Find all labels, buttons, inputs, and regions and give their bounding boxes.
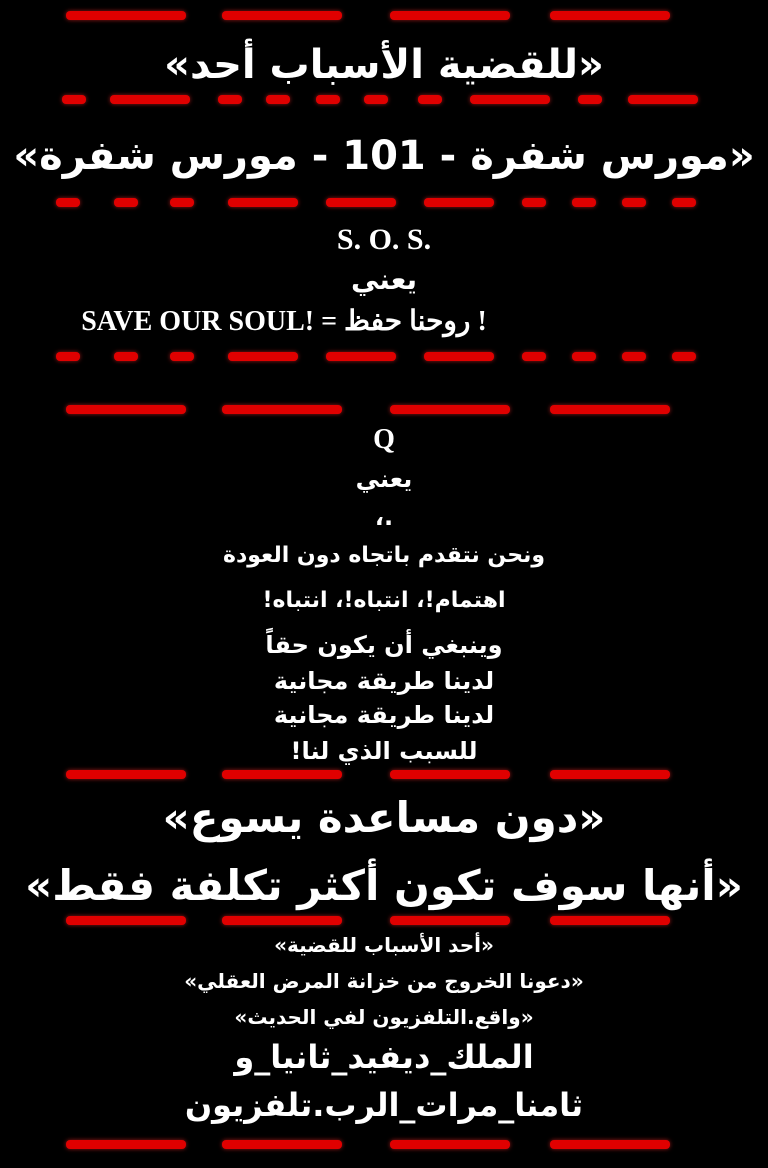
paragraph-line-4: لدينا طريقة مجانية (273, 667, 495, 695)
morse-dash (170, 352, 194, 361)
morse-dash (66, 770, 186, 779)
morse-dash (56, 352, 80, 361)
morse-dash (114, 352, 138, 361)
small-line-3: «واقع.التلفزيون لفي الحديث» (234, 1005, 534, 1029)
small-line-1: «أحد الأسباب للقضية» (274, 933, 494, 957)
title-line-1: «للقضية الأسباب أحد» (164, 42, 604, 88)
morse-dash (222, 11, 342, 20)
means-label-2: يعني (355, 465, 413, 493)
morse-dash (62, 95, 86, 104)
morse-dash (66, 916, 186, 925)
paragraph-line-6: !للسبب الذي لنا (290, 737, 478, 765)
morse-dash (390, 11, 510, 20)
morse-dash (170, 198, 194, 207)
morse-dash (390, 770, 510, 779)
morse-dash (114, 198, 138, 207)
big-line-2: «أنها سوف تكون أكثر تكلفة فقط» (25, 861, 743, 910)
morse-dash (522, 198, 546, 207)
morse-dash (390, 405, 510, 414)
morse-dash (390, 1140, 510, 1149)
paragraph-line-3: وينبغي أن يكون حقاً (265, 631, 503, 659)
final-line-1: الملك_ديفيد_ثانيا_و (234, 1038, 534, 1076)
morse-dash (424, 352, 494, 361)
morse-dash (550, 11, 670, 20)
morse-dash (672, 352, 696, 361)
morse-dash (622, 352, 646, 361)
morse-dash (222, 770, 342, 779)
means-label-1: يعني (350, 263, 418, 296)
title-line-2: «مورس شفرة - 101 - مورس شفرة» (13, 133, 755, 179)
morse-dash (424, 198, 494, 207)
morse-dash (622, 198, 646, 207)
morse-dash (550, 405, 670, 414)
morse-dash (578, 95, 602, 104)
morse-dash (326, 352, 396, 361)
morse-dash (266, 95, 290, 104)
morse-dash (222, 405, 342, 414)
morse-dash (66, 405, 186, 414)
morse-dash (572, 352, 596, 361)
morse-dash (222, 1140, 342, 1149)
morse-dash (228, 352, 298, 361)
save-our-soul-line: SAVE OUR SOUL! = روحنا حفظ ! (81, 306, 487, 337)
small-line-2: «دعونا الخروج من خزانة المرض العقلي» (184, 969, 584, 993)
morse-dash (110, 95, 190, 104)
morse-dash (390, 916, 510, 925)
morse-dash (316, 95, 340, 104)
paragraph-line-5: لدينا طريقة مجانية (273, 701, 495, 729)
morse-dash (628, 95, 698, 104)
morse-dash (218, 95, 242, 104)
paragraph-line-1: ونحن نتقدم باتجاه دون العودة (222, 543, 546, 568)
morse-dash (66, 1140, 186, 1149)
final-line-2: ثامنا_مرات_الرب.تلفزيون (184, 1086, 584, 1124)
morse-dash (56, 198, 80, 207)
morse-dash (470, 95, 550, 104)
comma-mark: ،. (374, 503, 394, 531)
morse-dash (550, 1140, 670, 1149)
morse-dash (672, 198, 696, 207)
morse-dash (550, 770, 670, 779)
paragraph-line-2: !اهتمام!، انتباه!، انتباه (262, 588, 506, 613)
sos-text: S. O. S. (336, 223, 432, 256)
morse-dash (222, 916, 342, 925)
morse-dash (550, 916, 670, 925)
q-letter: Q (373, 424, 395, 455)
morse-dash (364, 95, 388, 104)
morse-dash (522, 352, 546, 361)
morse-dash (228, 198, 298, 207)
big-line-1: «دون مساعدة يسوع» (162, 793, 606, 842)
morse-dash (66, 11, 186, 20)
morse-dash (418, 95, 442, 104)
morse-dash (572, 198, 596, 207)
morse-dash (326, 198, 396, 207)
